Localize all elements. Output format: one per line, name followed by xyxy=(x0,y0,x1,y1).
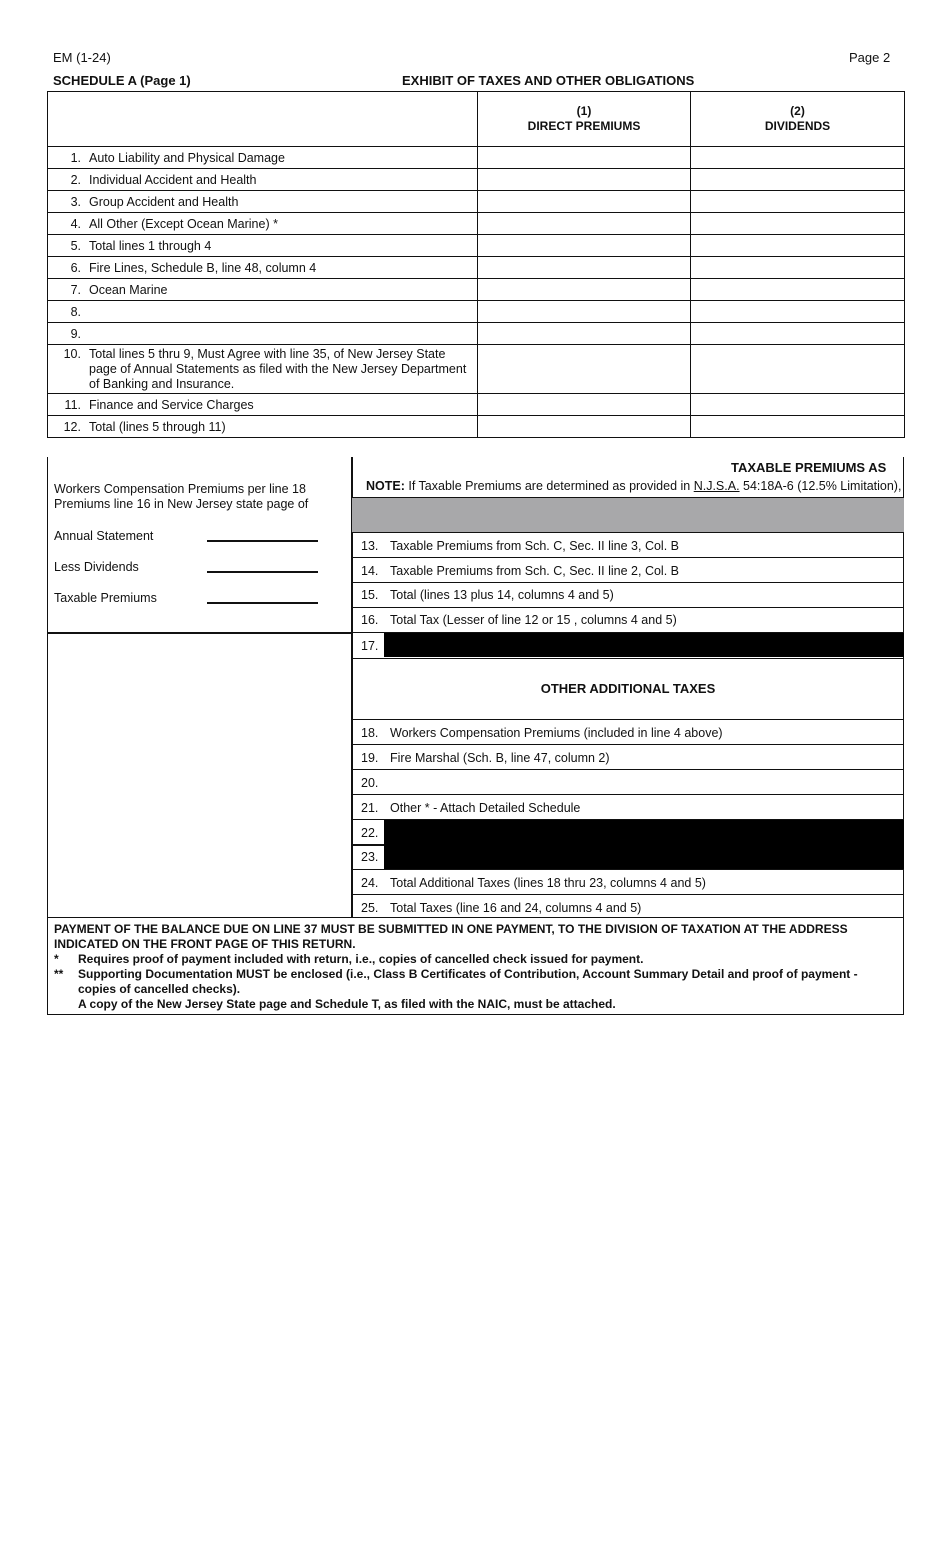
list-item xyxy=(352,795,904,820)
taxable-note xyxy=(366,479,901,493)
line-number: 14. xyxy=(361,564,379,578)
line-number: 16. xyxy=(361,613,379,627)
blacked-out-lines xyxy=(384,820,904,869)
line-label: Group Accident and Health xyxy=(89,194,239,209)
line-label: Individual Accident and Health xyxy=(89,172,257,187)
dividends-field[interactable] xyxy=(691,235,905,257)
table-row xyxy=(48,301,905,323)
note-text-2: 54:18A-6 (12.5% Limitation), xyxy=(739,479,902,493)
star-marker: * xyxy=(54,952,59,966)
schedule-a-table xyxy=(47,91,905,438)
blank-header-cell xyxy=(48,92,478,147)
line-number: 9. xyxy=(70,326,81,341)
list-item xyxy=(352,895,904,918)
line-number: 25. xyxy=(361,901,379,915)
list-item xyxy=(352,608,904,633)
table-row xyxy=(48,345,905,394)
line-number: 13. xyxy=(361,539,379,553)
line-number: 3. xyxy=(70,194,81,209)
row-divider xyxy=(352,844,384,846)
naic-note xyxy=(54,997,897,1012)
list-item xyxy=(352,583,904,608)
line-number: 22. xyxy=(361,826,379,840)
table-row xyxy=(48,279,905,301)
list-item xyxy=(352,633,904,659)
table-row xyxy=(48,394,905,416)
line-label: Other * - Attach Detailed Schedule xyxy=(390,801,581,815)
line-number: 21. xyxy=(361,801,379,815)
less-dividends-label: Less Dividends xyxy=(54,560,139,574)
dividends-header xyxy=(691,92,905,147)
direct-premiums-field[interactable] xyxy=(478,213,691,235)
table-row xyxy=(48,323,905,345)
less-dividends-field[interactable] xyxy=(207,571,318,573)
table-row xyxy=(48,147,905,169)
direct-premiums-field[interactable] xyxy=(478,301,691,323)
line-number: 5. xyxy=(70,238,81,253)
line-label: Fire Marshal (Sch. B, line 47, column 2) xyxy=(390,751,610,765)
line-number: 8. xyxy=(70,304,81,319)
list-item xyxy=(352,870,904,895)
list-item xyxy=(352,770,904,795)
line-number: 17. xyxy=(361,639,379,653)
dividends-field[interactable] xyxy=(691,147,905,169)
table-row xyxy=(48,416,905,438)
direct-premiums-field[interactable] xyxy=(478,323,691,345)
double-star-text: Supporting Documentation MUST be enclosed (i.e., Class B Certificates of Contribution, Account Summary Detail and proof of payment - copies of cancelled checks). xyxy=(78,967,858,996)
line-label: Finance and Service Charges xyxy=(89,397,254,412)
column-header-row xyxy=(48,92,905,147)
direct-premiums-field[interactable] xyxy=(478,147,691,169)
taxable-premiums-heading: TAXABLE PREMIUMS AS xyxy=(731,460,887,475)
workers-comp-divider xyxy=(47,632,352,634)
table-row xyxy=(48,169,905,191)
dividends-field[interactable] xyxy=(691,191,905,213)
exhibit-title: EXHIBIT OF TAXES AND OTHER OBLIGATIONS xyxy=(402,73,695,88)
col2-label: DIVIDENDS xyxy=(764,119,831,133)
line-label: Total Tax (Lesser of line 12 or 15 , columns 4 and 5) xyxy=(390,613,677,627)
direct-premiums-field[interactable] xyxy=(478,169,691,191)
line-label: Taxable Premiums from Sch. C, Sec. II line 3, Col. B xyxy=(390,539,679,553)
direct-premiums-field[interactable] xyxy=(478,345,691,394)
table-row xyxy=(48,191,905,213)
other-additional-taxes-heading: OTHER ADDITIONAL TAXES xyxy=(540,681,716,696)
line-number: 20. xyxy=(361,776,379,790)
line-number: 19. xyxy=(361,751,379,765)
list-item xyxy=(352,720,904,745)
line-label: Total lines 5 thru 9, Must Agree with line 35, of New Jersey State page of Annual Statements as filed with the New Jersey Department of Banking and Insurance. xyxy=(89,346,467,391)
line-label: Taxable Premiums from Sch. C, Sec. II line 2, Col. B xyxy=(390,564,679,578)
table-row xyxy=(48,257,905,279)
annual-statement-field[interactable] xyxy=(207,540,318,542)
dividends-field[interactable] xyxy=(691,257,905,279)
dividends-field[interactable] xyxy=(691,345,905,394)
blacked-out-line xyxy=(384,633,904,657)
direct-premiums-field[interactable] xyxy=(478,279,691,301)
annual-statement-label: Annual Statement xyxy=(54,529,154,543)
naic-text: A copy of the New Jersey State page and Schedule T, as filed with the NAIC, must be attached. xyxy=(78,997,616,1011)
dividends-field[interactable] xyxy=(691,301,905,323)
line-number: 7. xyxy=(70,282,81,297)
line-number: 4. xyxy=(70,216,81,231)
direct-premiums-field[interactable] xyxy=(478,416,691,438)
shaded-area xyxy=(352,497,904,533)
payment-instruction: PAYMENT OF THE BALANCE DUE ON LINE 37 MUST BE SUBMITTED IN ONE PAYMENT, TO THE DIVISION OF TAXATION AT THE ADDRESS INDICATED ON THE FRONT PAGE OF THIS RETURN. xyxy=(54,922,848,951)
list-item xyxy=(352,533,904,558)
line-number: 18. xyxy=(361,726,379,740)
line-number: 2. xyxy=(70,172,81,187)
line-label: All Other (Except Ocean Marine) * xyxy=(89,216,278,231)
col2-number: (2) xyxy=(790,104,805,118)
line-label: Total (lines 5 through 11) xyxy=(89,419,226,434)
footnote-single-star xyxy=(54,952,897,967)
direct-premiums-field[interactable] xyxy=(478,235,691,257)
line-number: 23. xyxy=(361,850,379,864)
dividends-field[interactable] xyxy=(691,213,905,235)
line-number: 1. xyxy=(70,150,81,165)
dividends-field[interactable] xyxy=(691,416,905,438)
line-number: 15. xyxy=(361,588,379,602)
note-statute: N.J.S.A. xyxy=(693,479,740,493)
workers-comp-intro: Workers Compensation Premiums per line 18 Premiums line 16 in New Jersey state page of xyxy=(54,482,309,511)
line-label: Total Taxes (line 16 and 24, columns 4 and 5) xyxy=(390,901,642,915)
double-star-marker: ** xyxy=(54,967,64,981)
dividends-field[interactable] xyxy=(691,169,905,191)
line-label: Total lines 1 through 4 xyxy=(89,238,212,253)
footnote-double-star xyxy=(54,967,897,997)
line-label: Ocean Marine xyxy=(89,282,168,297)
schedule-title: SCHEDULE A (Page 1) xyxy=(53,73,191,88)
line-number: 10. xyxy=(63,346,81,361)
note-label: NOTE: xyxy=(366,479,405,493)
table-row xyxy=(48,235,905,257)
list-item xyxy=(352,745,904,770)
dividends-field[interactable] xyxy=(691,394,905,416)
col1-label: DIRECT PREMIUMS xyxy=(527,119,641,133)
direct-premiums-header xyxy=(478,92,691,147)
direct-premiums-field[interactable] xyxy=(478,394,691,416)
page-number: Page 2 xyxy=(849,50,891,65)
form-code: EM (1-24) xyxy=(53,50,111,65)
line-label: Total (lines 13 plus 14, columns 4 and 5) xyxy=(390,588,614,602)
taxable-premiums-field[interactable] xyxy=(207,602,318,604)
note-text-1: If Taxable Premiums are determined as provided in xyxy=(404,479,694,493)
line-label: Auto Liability and Physical Damage xyxy=(89,150,285,165)
table-row xyxy=(48,213,905,235)
list-item xyxy=(352,558,904,583)
dividends-field[interactable] xyxy=(691,323,905,345)
line-label: Workers Compensation Premiums (included in line 4 above) xyxy=(390,726,723,740)
line-number: 6. xyxy=(70,260,81,275)
footer-instructions xyxy=(47,917,904,1015)
star-text: Requires proof of payment included with return, i.e., copies of cancelled check issued for payment. xyxy=(78,952,644,966)
line-number: 24. xyxy=(361,876,379,890)
line-number: 12. xyxy=(63,419,81,434)
line-label: Fire Lines, Schedule B, line 48, column 4 xyxy=(89,260,317,275)
line-label: Total Additional Taxes (lines 18 thru 23, columns 4 and 5) xyxy=(390,876,706,890)
direct-premiums-field[interactable] xyxy=(478,191,691,213)
col1-number: (1) xyxy=(576,104,592,118)
dividends-field[interactable] xyxy=(691,279,905,301)
taxable-premiums-label: Taxable Premiums xyxy=(54,591,157,605)
direct-premiums-field[interactable] xyxy=(478,257,691,279)
line-number: 11. xyxy=(64,397,81,412)
